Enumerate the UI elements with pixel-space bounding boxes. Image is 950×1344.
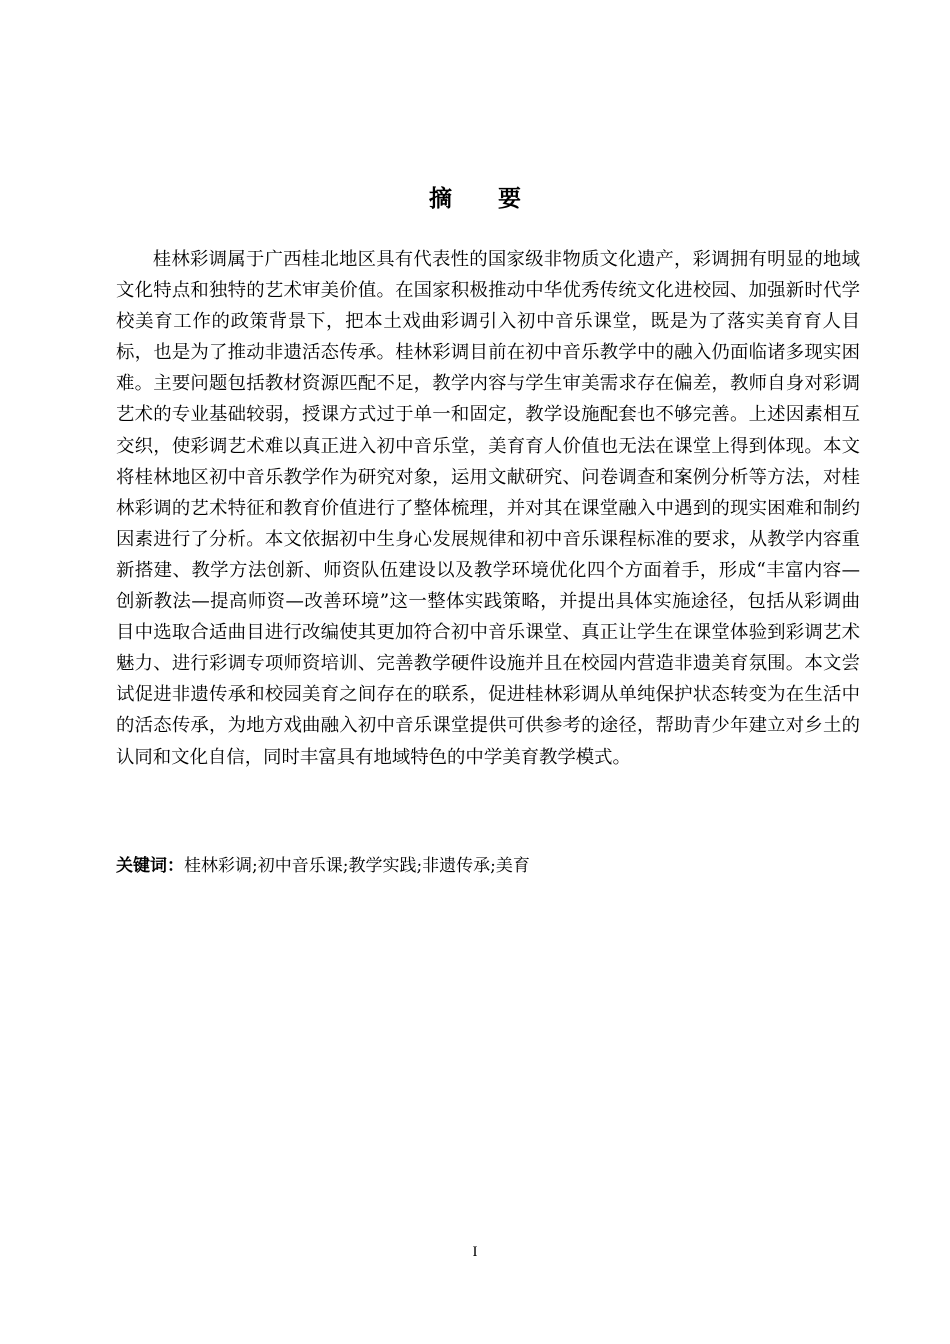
keywords-value: 桂林彩调;初中音乐课;教学实践;非遗传承;美育 [184,856,530,876]
abstract-body: 桂林彩调属于广西桂北地区具有代表性的国家级非物质文化遗产，彩调拥有明显的地域文化特点和独特的艺术审美价值。在国家积极推动中华优秀传统文化进校园、加强新时代学校美育工作的政策背景下，把本土戏曲彩调引入初中音乐课堂，既是为了落实美育育人目标，也是为了推动非遗活态传承。桂林彩调目前在初中音乐教学中的融入仍面临诸多现实困难。主要问题包括教材资源匹配不足，教学内容与学生审美需求存在偏差，教师自身对彩调艺术的专业基础较弱，授课方式过于单一和固定，教学设施配套也不够完善。上述因素相互交织，使彩调艺术难以真正进入初中音乐堂，美育育人价值也无法在课堂上得到体现。本文将桂林地区初中音乐教学作为研究对象，运用文献研究、问卷调查和案例分析等方法，对桂林彩调的艺术特征和教育价值进行了整体梳理，并对其在课堂融入中遇到的现实困难和制约因素进行了分析。本文依据初中生身心发展规律和初中音乐课程标准的要求，从教学内容重新搭建、教学方法创新、师资队伍建设以及教学环境优化四个方面着手，形成“丰富内容—创新教法—提高师资—改善环境”这一整体实践策略，并提出具体实施途径，包括从彩调曲目中选取合适曲目进行改编使其更加符合初中音乐课堂、真正让学生在课堂体验到彩调艺术魅力、进行彩调专项师资培训、完善教学硬件设施并且在校园内营造非遗美育氛围。本文尝试促进非遗传承和校园美育之间存在的联系，促进桂林彩调从单纯保护状态转变为在生活中的活态传承，为地方戏曲融入初中音乐课堂提供可供参考的途径，帮助青少年建立对乡土的认同和文化自信，同时丰富具有地域特色的中学美育教学模式。 [116,249,860,768]
keywords-label: 关键词： [116,856,184,876]
abstract-title-char-1: 摘 [429,186,452,212]
abstract-title [0,180,950,213]
page-number: I [472,1244,478,1260]
abstract-title-char-2: 要 [498,186,521,212]
keywords-line [116,851,860,881]
